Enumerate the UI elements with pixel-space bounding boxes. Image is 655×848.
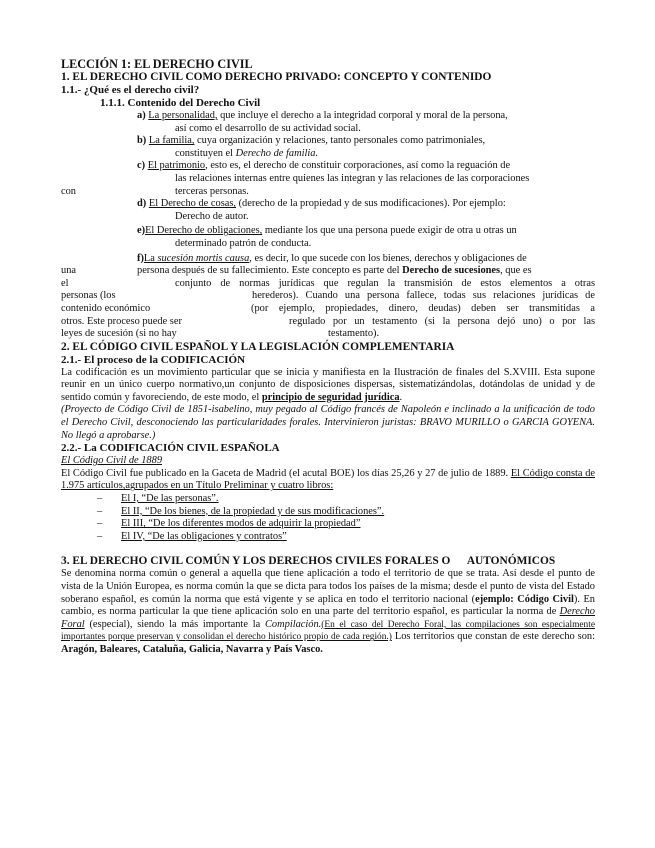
project-note: (Proyecto de Código Civil de 1851-isabelino, muy pegado al Código francés de Napoleón e inclinado a la unificación de todo el Derecho Civil, desconociendo las particularidades forales. Intervinieron juristas: BRAVO MURILLO o GARCIA GOYENA. No llegó a aprobarse.) [61,404,595,441]
item-c-term: El patrimonio [147,160,206,172]
item-f-l3a: el [61,277,69,289]
item-a-text-2: así como el desarrollo de su actividad social. [175,122,361,134]
item-c-label: c) [137,160,146,172]
codification-text: La codificación es un movimiento particular que se inicia y manifiesta en la Ilustración de finales del S.XVIII. Esta supone reunir en un único cuerpo normativo,un conjunto de disposiciones dispersas, sistematizándolas, dotándolas de unidad y de sentido común y favoreciendo, de este modo, el [61,366,595,403]
item-d [61,198,595,223]
legal-certainty-principle: principio de seguridad jurídica [261,391,400,403]
item-b [61,135,595,160]
item-c-left-word: con [61,185,77,197]
foral-note: (En el caso del Derecho Foral, las compilaciones son especialmente importantes porque preservan y consolidan el derecho histórico propio de cada región.) [61,619,595,643]
item-f-l2b: persona después de su fallecimiento. Este concepto es parte del [137,265,403,277]
civil-code-title: El Código Civil de 1889 [61,455,163,467]
item-d-text-2: Derecho de autor. [175,210,249,222]
books-list [61,493,595,543]
item-e-text-2: determinado patrón de conducta. [175,237,312,249]
section-3-heading: 3. EL DERECHO CIVIL COMÚN Y LOS DERECHOS CIVILES FORALES O AUTONÓMICOS [61,555,556,568]
item-c-text-3: terceras personas. [175,185,249,197]
dash-marker: – [97,493,103,505]
codification-end: . [399,391,403,403]
item-c [61,160,595,198]
item-f-label: f) [137,252,144,264]
book-2: El II, “De los bienes, de la propiedad y de sus modificaciones”. [121,505,385,517]
list-item [61,493,595,506]
item-d-text: (derecho de la propiedad y de sus modificaciones). Por ejemplo: [236,198,506,210]
item-b-label: b) [137,135,147,147]
item-a-text: que incluye el derecho a la integridad corporal y moral de la persona, [217,110,508,121]
item-d-label: d) [137,198,147,210]
item-b-text-2: constituyen el [175,147,236,159]
dash-marker: – [97,530,103,542]
item-f-l4b: herederos). Cuando una persona fallece, todas sus relaciones jurídicas de [252,290,595,302]
section-1-1-heading: 1.1.- ¿Qué es el derecho civil? [61,84,200,96]
codification-paragraph [61,367,595,405]
compilation-term: Compilación. [265,618,322,630]
section-3-paragraph [61,568,595,656]
item-f-term [144,253,249,264]
book-4: El IV, “De las obligaciones y contratos” [121,530,287,542]
item-f-l5b: (por ejemplo, propiedades, dinero, deudas) deben ser transmitidas a [251,302,595,314]
territories-text: Los territorios que constan de este derecho son: [391,631,595,643]
item-e-label: e) [137,225,146,237]
item-f-l7a: leyes de sucesión (si no hay [61,328,177,340]
foral-law-term: Derecho Foral [61,606,595,630]
item-f-l2c: , que es [500,265,532,277]
dash-marker: – [97,518,103,530]
item-e-term: El Derecho de obligaciones, [145,225,263,237]
item-a-label: a) [137,110,146,121]
civil-code-paragraph [61,468,595,493]
list-item [61,518,595,531]
special-text: (especial), siendo la más importante la [84,618,265,630]
section-1-heading: 1. EL DERECHO CIVIL COMO DERECHO PRIVADO: CONCEPTO Y CONTENIDO [61,71,492,83]
item-f-l6a: otros. Este proceso puede ser [61,315,182,327]
lesson-title: LECCIÓN 1: EL DERECHO CIVIL [61,57,253,71]
particular-norm-text: ). En cambio, es norma particular la que tiene aplicación solo en una parte del territorio español, es particular la norma de [61,593,595,618]
document-page [61,58,595,657]
item-f [61,253,595,341]
item-f-l2-bold: Derecho de sucesiones [402,265,501,277]
item-f-l6b: regulado por un testamento (si la persona dejó uno) o por las [289,315,595,327]
item-e-text: mediante los que una persona puede exigir de otra u otras un [262,225,517,237]
item-b-italic: Derecho de familia. [235,147,319,159]
item-f-l2a: una [61,265,77,277]
list-item [61,506,595,519]
section-1-1-1-heading: 1.1.1. Contenido del Derecho Civil [100,97,261,109]
item-a [61,110,595,135]
item-f-term-italic: sucesión mortis causa [157,252,250,264]
item-f-text: , es decir, lo que sucede con los bienes, derechos y obligaciones de [249,252,527,264]
item-a-term: La personalidad, [148,110,218,121]
section-2-1-heading: 2.1.- El proceso de la CODIFICACIÓN [61,353,246,366]
book-1: El I, “De las personas”. [121,493,219,505]
civil-code-text: El Código Civil fue publicado en la Gaceta de Madrid (el acutal BOE) los días 25,26 y 27 de julio de 1889. [61,467,511,479]
book-3: El III, “De los diferentes modos de adquirir la propiedad” [121,518,361,530]
territories-list: Aragón, Baleares, Cataluña, Galicia, Navarra y País Vasco. [61,643,323,655]
item-e [61,225,595,250]
item-b-term: La familia, [148,135,195,147]
item-f-l3b: conjunto de normas jurídicas que regulan la transmisión de estos elementos a otras [175,277,595,289]
item-f-l5a: contenido económico [61,302,151,314]
item-c-text: , esto es, el derecho de constituir corporaciones, así como la reguación de [205,160,511,172]
common-norm-text: Se denomina norma común o general a aquella que tiene aplicación a todo el territorio de que se trata. Así desde el punto de vista de la Unión Europea, es norma común la que se dicta para todos los países de la misma; desde el punto de vista del Estado soberano español, es común la norma que está vigente y se aplica en todo el territorio nacional ( [61,568,595,605]
civil-code-example: ejemplo: Código Civil [475,593,574,605]
item-d-term: El Derecho de cosas, [148,198,236,210]
dash-marker: – [97,505,103,517]
item-b-text: cuya organización y relaciones, tanto personales como patrimoniales, [194,135,486,147]
civil-code-underlined: El Código consta de 1.975 artículos,agrupados en un Título Preliminar y cuatro libros: [61,467,595,492]
list-item [61,531,595,544]
item-f-l4a: personas (los [61,290,116,302]
item-f-term-a: La [143,252,158,264]
item-f-l7b: testamento). [328,328,380,340]
section-2-heading: 2. EL CÓDIGO CIVIL ESPAÑOL Y LA LEGISLACIÓN COMPLEMENTARIA [61,340,455,353]
section-2-2-heading: 2.2.- La CODIFICACIÓN CIVIL ESPAÑOLA [61,442,280,455]
item-c-text-2: las relaciones internas entre quienes las integran y las relaciones de las corporaciones [175,172,530,184]
